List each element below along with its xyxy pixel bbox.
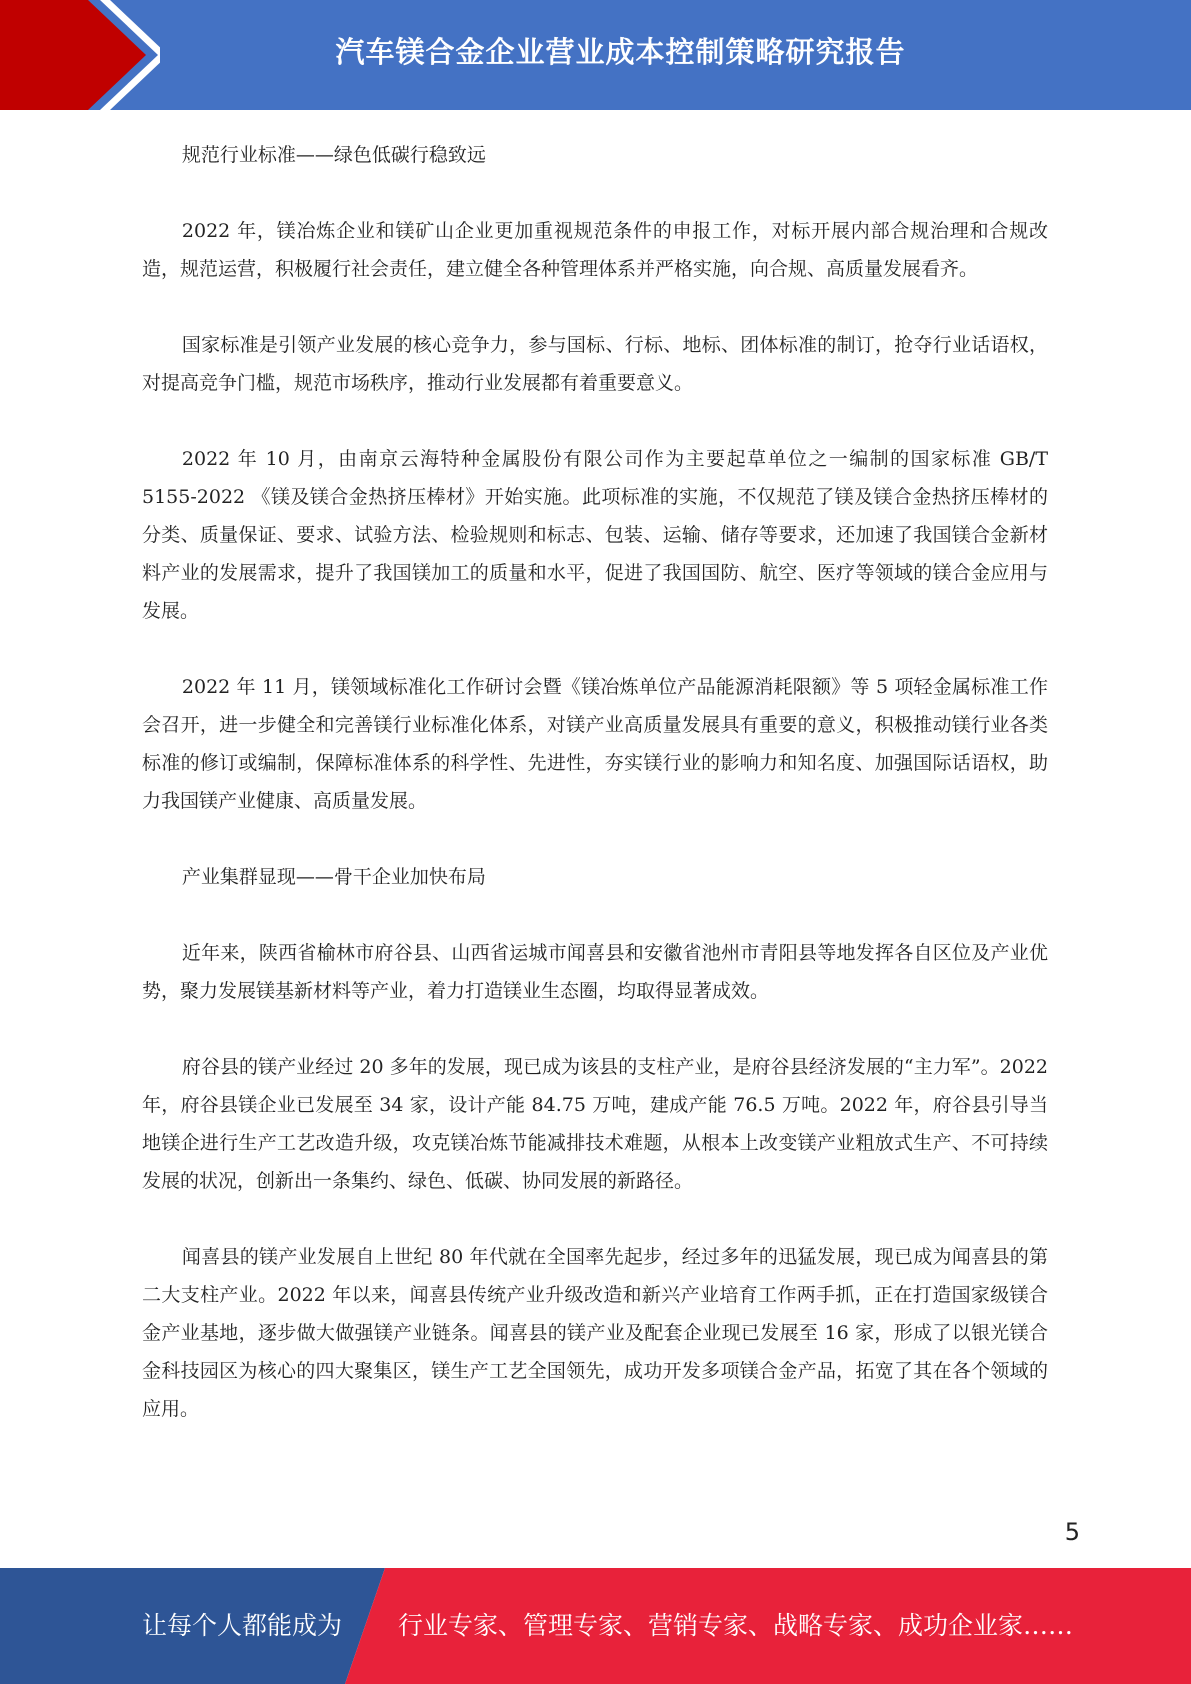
footer-banner: [0, 1568, 1191, 1684]
footer-slogan-right: 行业专家、管理专家、营销专家、战略专家、成功企业家……: [398, 1611, 1074, 1640]
report-title: 汽车镁合金企业营业成本控制策略研究报告: [335, 35, 906, 69]
section-heading-standards: 规范行业标准——绿色低碳行稳致远: [181, 144, 486, 166]
footer-slogan-left: 让每个人都能成为: [142, 1611, 343, 1640]
page-number: 5: [1064, 1518, 1080, 1546]
paragraph: 近年来，陕西省榆林市府谷县、山西省运城市闻喜县和安徽省池州市青阳县等地发挥各自区位及产业优势，聚力发展镁基新材料等产业，着力打造镁业生态圈，均取得显著成效。: [142, 942, 1048, 1002]
paragraph: 2022 年，镁冶炼企业和镁矿山企业更加重视规范条件的申报工作，对标开展内部合规治理和合规改造，规范运营，积极履行社会责任，建立健全各种管理体系并严格实施，向合规、高质量发展看齐。: [142, 220, 1048, 280]
section-heading-clusters: 产业集群显现——骨干企业加快布局: [181, 866, 486, 888]
paragraph: 2022 年 10 月，由南京云海特种金属股份有限公司作为主要起草单位之一编制的国家标准 GB/T 5155-2022 《镁及镁合金热挤压棒材》开始实施。此项标准的实施，不仅规范了镁及镁合金热挤压棒材的分类、质量保证、要求、试验方法、检验规则和标志、包装、运输、储存等要求，还加速了我国镁合金新材料产业的发展需求，提升了我国镁加工的质量和水平，促进了我国国防、航空、医疗等领域的镁合金应用与发展。: [142, 448, 1048, 622]
paragraph: 2022 年 11 月，镁领域标准化工作研讨会暨《镁冶炼单位产品能源消耗限额》等 5 项轻金属标准工作会召开，进一步健全和完善镁行业标准化体系，对镁产业高质量发展具有重要的意义，积极推动镁行业各类标准的修订或编制，保障标准体系的科学性、先进性，夯实镁行业的影响力和知名度、加强国际话语权，助力我国镁产业健康、高质量发展。: [142, 676, 1048, 812]
header-banner: [0, 0, 1191, 110]
main-content: [142, 136, 1048, 1466]
paragraph: 闻喜县的镁产业发展自上世纪 80 年代就在全国率先起步，经过多年的迅猛发展，现已成为闻喜县的第二大支柱产业。2022 年以来，闻喜县传统产业升级改造和新兴产业培育工作两手抓，正在打造国家级镁合金产业基地，逐步做大做强镁产业链条。闻喜县的镁产业及配套企业现已发展至 16 家，形成了以银光镁合金科技园区为核心的四大聚集区，镁生产工艺全国领先，成功开发多项镁合金产品，拓宽了其在各个领域的应用。: [142, 1246, 1048, 1420]
paragraph: 府谷县的镁产业经过 20 多年的发展，现已成为该县的支柱产业，是府谷县经济发展的“主力军”。2022 年，府谷县镁企业已发展至 34 家，设计产能 84.75 万吨，建成产能 76.5 万吨。2022 年，府谷县引导当地镁企进行生产工艺改造升级，攻克镁冶炼节能减排技术难题，从根本上改变镁产业粗放式生产、不可持续发展的状况，创新出一条集约、绿色、低碳、协同发展的新路径。: [142, 1056, 1048, 1192]
paragraph: 国家标准是引领产业发展的核心竞争力，参与国标、行标、地标、团体标准的制订，抢夺行业话语权，对提高竞争门槛，规范市场秩序，推动行业发展都有着重要意义。: [142, 334, 1048, 394]
